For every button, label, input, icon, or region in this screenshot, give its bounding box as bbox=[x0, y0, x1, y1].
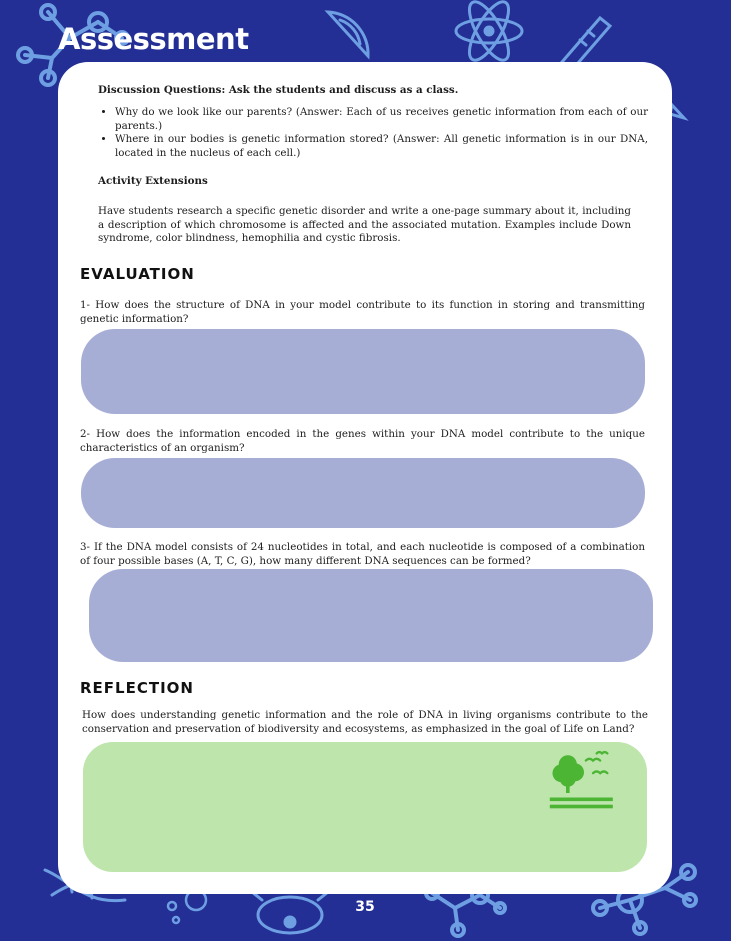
activity-heading: Activity Extensions bbox=[98, 175, 208, 187]
answer-box-3[interactable] bbox=[89, 569, 653, 662]
reflection-heading: REFLECTION bbox=[80, 679, 194, 697]
page-number: 35 bbox=[355, 899, 375, 915]
evaluation-question-3: 3- If the DNA model consists of 24 nucleotides in total, and each nucleotide is composed of a combination of four possible bases (A, T, C, G), how many different DNA sequences can be formed? bbox=[80, 541, 645, 567]
page-title: Assessment bbox=[58, 22, 249, 56]
reflection-question: How does understanding genetic information and the role of DNA in living organisms contribute to the conservation and preservation of biodiversity and ecosystems, as emphasized in the goal of Life on Land? bbox=[82, 709, 648, 735]
reflection-answer-box[interactable] bbox=[83, 742, 647, 872]
evaluation-question-1: 1- How does the structure of DNA in your model contribute to its function in storing and transmitting genetic information? bbox=[80, 299, 645, 325]
life-on-land-icon bbox=[548, 748, 620, 820]
discussion-list bbox=[98, 106, 648, 160]
pencil-icon bbox=[670, 105, 684, 118]
discussion-item: • Where in our bodies is genetic information stored? (Answer: All genetic information is in our DNA, located in the nucleus of each cell.) bbox=[115, 133, 648, 160]
content-card bbox=[58, 62, 672, 894]
molecule-icon-bottom-center bbox=[426, 887, 505, 936]
discussion-item: • Why do we look like our parents? (Answer: Each of us receives genetic information from each of our parents.) bbox=[115, 106, 648, 133]
discussion-heading: Discussion Questions: Ask the students and discuss as a class. bbox=[98, 84, 459, 96]
bacteria-icon bbox=[252, 892, 328, 933]
evaluation-question-2: 2- How does the information encoded in the genes within your DNA model contribute to the unique characteristics of an organism? bbox=[80, 428, 645, 454]
atom-icon bbox=[456, 0, 522, 66]
answer-box-2[interactable] bbox=[81, 458, 645, 528]
content bbox=[58, 62, 672, 894]
evaluation-heading: EVALUATION bbox=[80, 265, 195, 283]
cells-icon bbox=[168, 890, 206, 923]
answer-box-1[interactable] bbox=[81, 329, 645, 414]
activity-text: Have students research a specific genetic disorder and write a one-page summary about it, including a description of which chromosome is affected and the associated mutation. Examples include Down syndrome, color blindness, hemophilia and cystic fibrosis. bbox=[98, 205, 631, 245]
protractor-icon bbox=[328, 12, 368, 56]
